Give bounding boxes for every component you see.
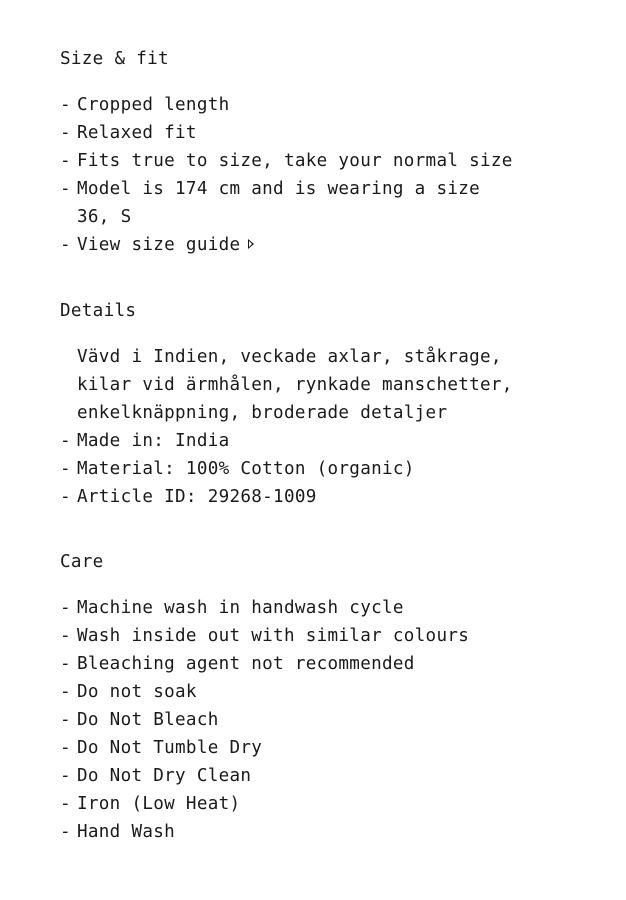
made-in: - Made in: India: [60, 427, 600, 455]
list-item: - Iron (Low Heat): [60, 790, 600, 818]
list-item: - Bleaching agent not recommended: [60, 650, 600, 678]
size-fit-section: [60, 45, 600, 259]
size-guide-label: View size guide: [77, 235, 241, 255]
list-item: - Do not soak: [60, 678, 600, 706]
list-item: - Relaxed fit: [60, 119, 600, 147]
details-list: [60, 343, 600, 511]
list-item: - Do Not Dry Clean: [60, 762, 600, 790]
size-fit-list: [60, 91, 600, 259]
list-item: - Hand Wash: [60, 818, 600, 846]
list-item: - Model is 174 cm and is wearing a size 36, S: [60, 175, 600, 231]
list-item: - Wash inside out with similar colours: [60, 622, 600, 650]
material: - Material: 100% Cotton (organic): [60, 455, 600, 483]
details-description: Vävd i Indien, veckade axlar, ståkrage, kilar vid ärmhålen, rynkade manschetter, enkelknäppning, broderade detaljer: [77, 347, 513, 423]
details-heading: Details: [60, 301, 137, 321]
care-list: [60, 594, 600, 846]
details-section: [60, 297, 600, 511]
article-id: - Article ID: 29268-1009: [60, 483, 600, 511]
size-guide-link[interactable]: [60, 231, 600, 259]
care-section: [60, 548, 600, 846]
list-item: - Do Not Tumble Dry: [60, 734, 600, 762]
caret-right-icon: [248, 239, 254, 249]
care-heading: Care: [60, 552, 104, 572]
list-item: - Machine wash in handwash cycle: [60, 594, 600, 622]
size-fit-heading: Size & fit: [60, 49, 169, 69]
list-item: - Cropped length: [60, 91, 600, 119]
list-item: - Do Not Bleach: [60, 706, 600, 734]
list-item: - Fits true to size, take your normal size: [60, 147, 600, 175]
